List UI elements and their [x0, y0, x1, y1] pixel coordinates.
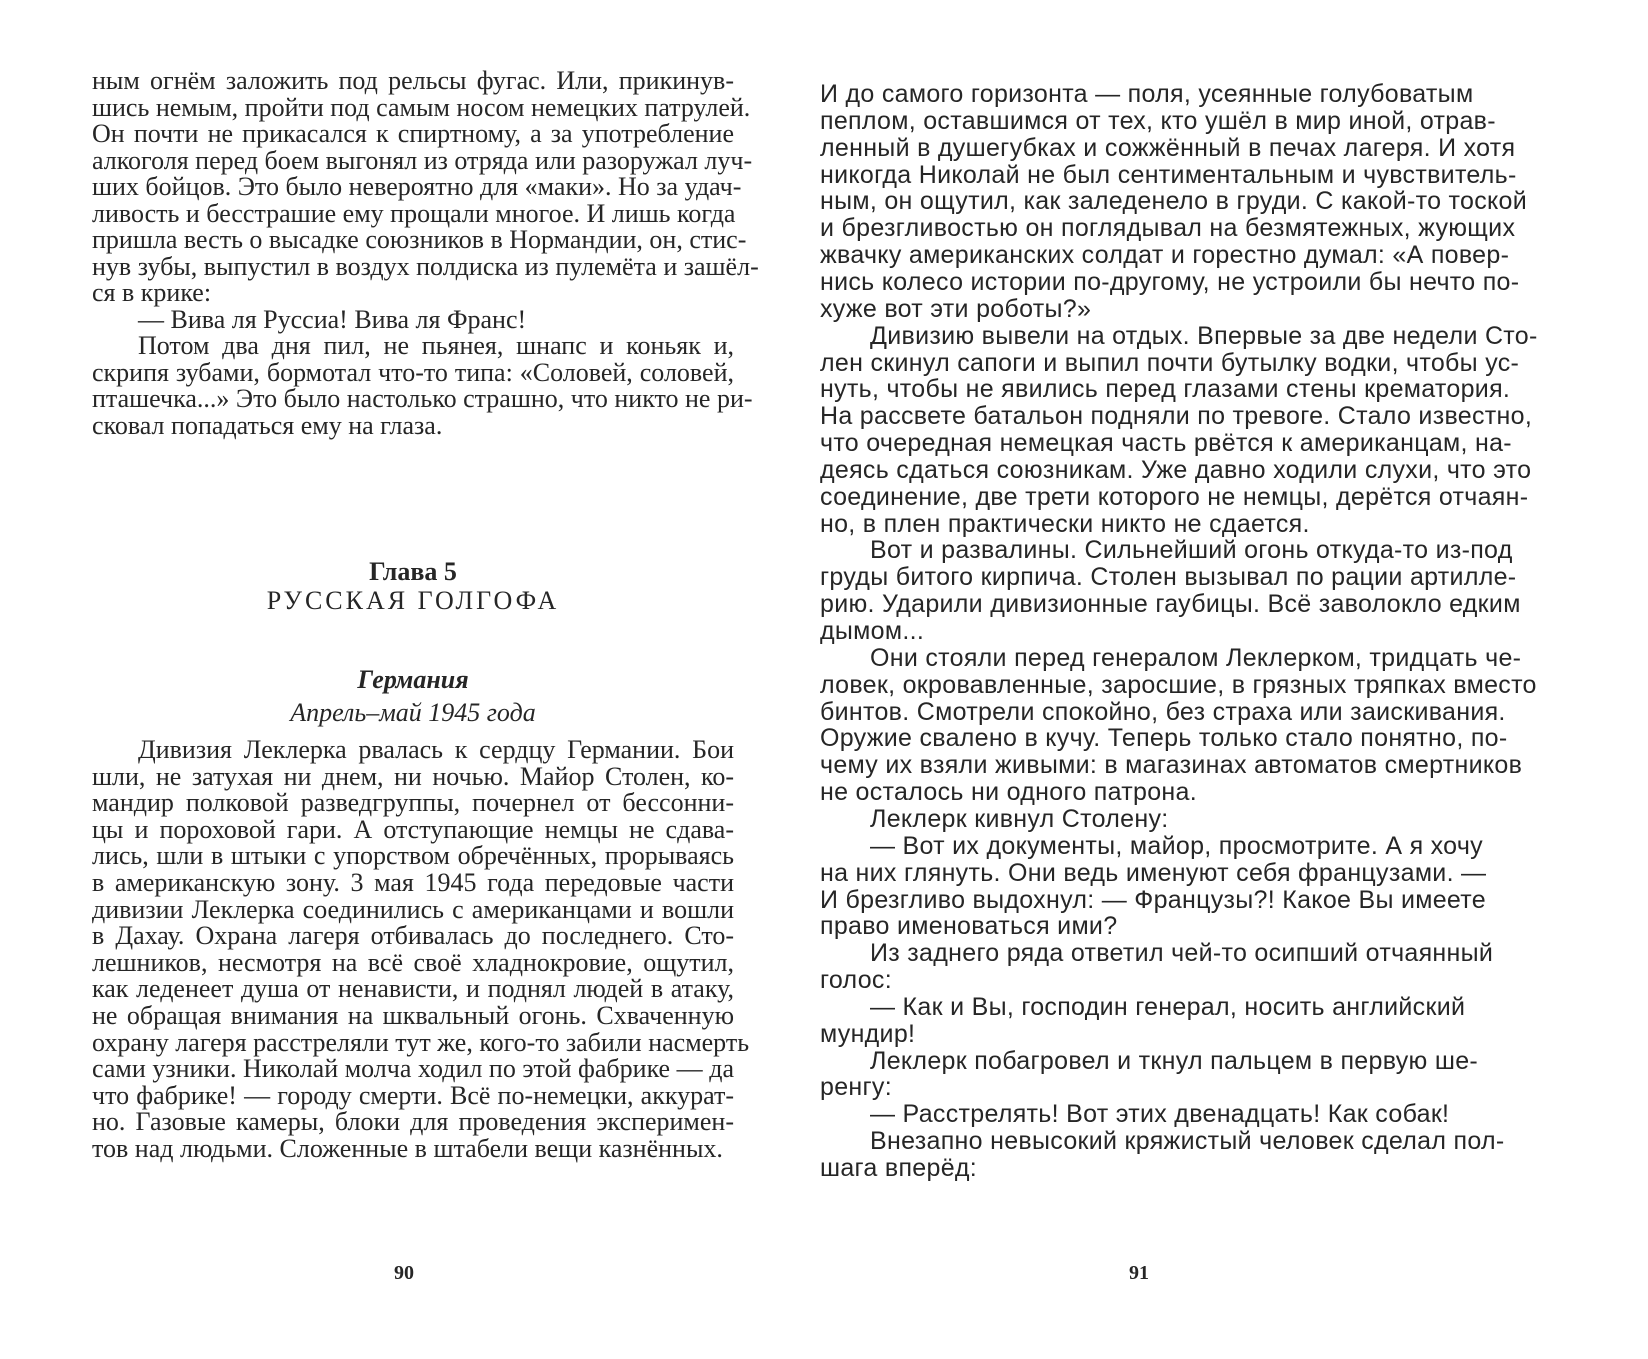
text-line: жвачку американских солдат и горестно думал: «А повер- [820, 241, 1510, 270]
text-line: ших бойцов. Это было невероятно для «маки». Но за удач- [92, 172, 742, 201]
text-line: дивизии Леклерка соединились с американцами и вошли [92, 894, 734, 924]
right-page [820, 0, 1648, 1359]
text-line: хуже вот эти роботы?» [820, 294, 1092, 323]
text-line: Из заднего ряда ответил чей-то осипший отчаянный [870, 939, 1494, 968]
text-line: На рассвете батальон подняли по тревоге. Стало известно, [820, 402, 1533, 431]
text-line: ренгу: [820, 1073, 892, 1102]
text-line: нись колесо истории по-другому, не устроили бы нечто по- [820, 267, 1520, 296]
text-line: в американскую зону. 3 мая 1945 года передовые части [92, 868, 734, 897]
page-number: 90 [394, 1262, 414, 1284]
text-line: рию. Ударили дивизионные гаубицы. Всё заволокло едким [820, 590, 1521, 619]
text-line: охрану лагеря расстреляли тут же, кого-то забили насмерть [92, 1027, 750, 1057]
text-line: И брезгливо выдохнул: — Французы?! Какое Вы имеете [820, 885, 1486, 914]
text-line: ным, он ощутил, как заледенело в груди. С какой-то тоской [820, 187, 1527, 216]
text-line: — Вот их документы, майор, просмотрите. А я хочу [870, 831, 1483, 860]
text-line: Вот и развалины. Сильнейший огонь откуда-то из-под [870, 536, 1513, 565]
text-line: но. Газовые камеры, блоки для проведения эксперимен- [92, 1107, 734, 1137]
text-line: что фабрике! — городу смерти. Всё по-немецки, аккурат- [92, 1080, 734, 1110]
text-line: мундир! [820, 1019, 916, 1048]
page-number: 91 [1129, 1262, 1149, 1284]
text-line: шись немым, пройти под самым носом немецких патрулей. [92, 92, 751, 122]
text-line: ным огнём заложить под рельсы фугас. Или, прикинув- [92, 66, 734, 95]
text-line: на них глянуть. Они ведь именуют себя французами. — [820, 858, 1487, 887]
text-line: И до самого горизонта — поля, усеянные голубоватым [820, 80, 1474, 108]
text-line: Потом два дня пил, не пьянея, шнапс и коньяк и, [138, 331, 734, 360]
text-line: как леденеет душа от ненависти, и поднял людей в атаку, [92, 974, 734, 1004]
text-line: Оружие свалено в кучу. Теперь только стало понятно, по- [820, 724, 1508, 753]
text-line: Леклерк побагровел и ткнул пальцем в первую ше- [870, 1046, 1479, 1075]
text-line: соединение, две трети которого не немцы, дерётся отчаян- [820, 482, 1529, 511]
text-line: пеплом, оставшимся от тех, кто ушёл в мир иной, отрав- [820, 106, 1496, 135]
text-line: Он почти не прикасался к спиртному, а за употребление [92, 119, 734, 148]
text-line: ловек, окровавленные, заросшие, в грязных тряпках вместо [820, 670, 1537, 699]
text-line: пташечка...» Это было настолько страшно, что никто не ри- [92, 384, 753, 413]
text-line: мандир полковой разведгруппы, почернел от бессонни- [92, 788, 734, 818]
text-line: пришла весть о высадке союзников в Нормандии, он, стис- [92, 225, 747, 254]
text-line: шага вперёд: [820, 1154, 978, 1182]
text-line: лен скинул сапоги и выпил почти бутылку водки, чтобы ус- [820, 348, 1520, 377]
text-line: сковал попадаться ему на глаза. [92, 410, 443, 440]
text-line: не обращая внимания на шквальный огонь. Схваченную [92, 1001, 734, 1030]
chapter-title: РУССКАЯ ГОЛГОФА [266, 586, 560, 615]
text-line: голос: [820, 966, 892, 995]
text-line: Дивизию вывели на отдых. Впервые за две недели Сто- [870, 321, 1538, 350]
text-line: шли, не затухая ни днем, ни ночью. Майор Столен, ко- [92, 761, 734, 791]
text-line: дымом... [820, 617, 925, 645]
text-line: тов над людьми. Сложенные в штабели вещи казнённых. [92, 1134, 723, 1163]
text-line: и брезгливостью он поглядывал на безмятежных, жующих [820, 214, 1516, 243]
text-line: ленный в душегубках и сожжённый в печах лагеря. И хотя [820, 133, 1516, 162]
text-line: но, в плен практически никто не сдается. [820, 509, 1310, 538]
section-date: Апрель–май 1945 года [290, 698, 536, 727]
text-line: сами узники. Николай молча ходил по этой фабрике — да [92, 1054, 734, 1084]
text-line: нув зубы, выпустил в воздух полдиска из пулемёта и зашёл- [92, 251, 759, 281]
text-line: нуть, чтобы не явились перед глазами стены крематория. [820, 375, 1511, 404]
text-line: — Вива ля Руссиа! Вива ля Франс! [138, 304, 527, 334]
text-line: Они стояли перед генералом Леклерком, тридцать че- [870, 643, 1522, 672]
text-line: ливость и бесстрашие ему прощали многое. И лишь когда [92, 198, 736, 228]
text-line: — Как и Вы, господин генерал, носить английский [870, 992, 1466, 1021]
text-line: цы и пороховой гари. А отступающие немцы не сдава- [92, 814, 734, 844]
text-line: лешников, несмотря на всё своё хладнокровие, ощутил, [92, 947, 734, 977]
text-line: деясь сдаться союзникам. Уже давно ходили слухи, что это [820, 455, 1532, 484]
text-line: алкоголя перед боем выгонял из отряда или разоружал луч- [92, 145, 753, 175]
text-line: ся в крике: [92, 278, 212, 307]
text-line: что очередная немецкая часть рвётся к американцам, на- [820, 429, 1512, 458]
text-line: никогда Николай не был сентиментальным и чувствитель- [820, 160, 1517, 189]
text-line: не осталось ни одного патрона. [820, 778, 1197, 807]
section-place: Германия [357, 665, 469, 694]
text-line: лись, шли в штыки с упорством обречённых, прорываясь [92, 841, 734, 871]
text-line: в Дахау. Охрана лагеря отбивалась до последнего. Сто- [92, 921, 734, 951]
chapter-number: Глава 5 [369, 557, 457, 586]
text-line: бинтов. Смотрели спокойно, без страха или заискивания. [820, 697, 1506, 726]
text-line: чему их взяли живыми: в магазинах автоматов смертников [820, 751, 1523, 780]
text-line: — Расстрелять! Вот этих двенадцать! Как собак! [870, 1100, 1450, 1129]
text-line: Дивизия Леклерка рвалась к сердцу Германии. Бои [138, 735, 734, 764]
text-line: скрипя зубами, бормотал что-то типа: «Соловей, соловей, [92, 357, 734, 387]
text-line: Внезапно невысокий кряжистый человек сделал пол- [870, 1127, 1505, 1156]
text-line: Леклерк кивнул Столену: [870, 804, 1169, 833]
text-line: право именоваться ими? [820, 912, 1118, 941]
text-line: груды битого кирпича. Столен вызывал по рации артилле- [820, 563, 1517, 592]
